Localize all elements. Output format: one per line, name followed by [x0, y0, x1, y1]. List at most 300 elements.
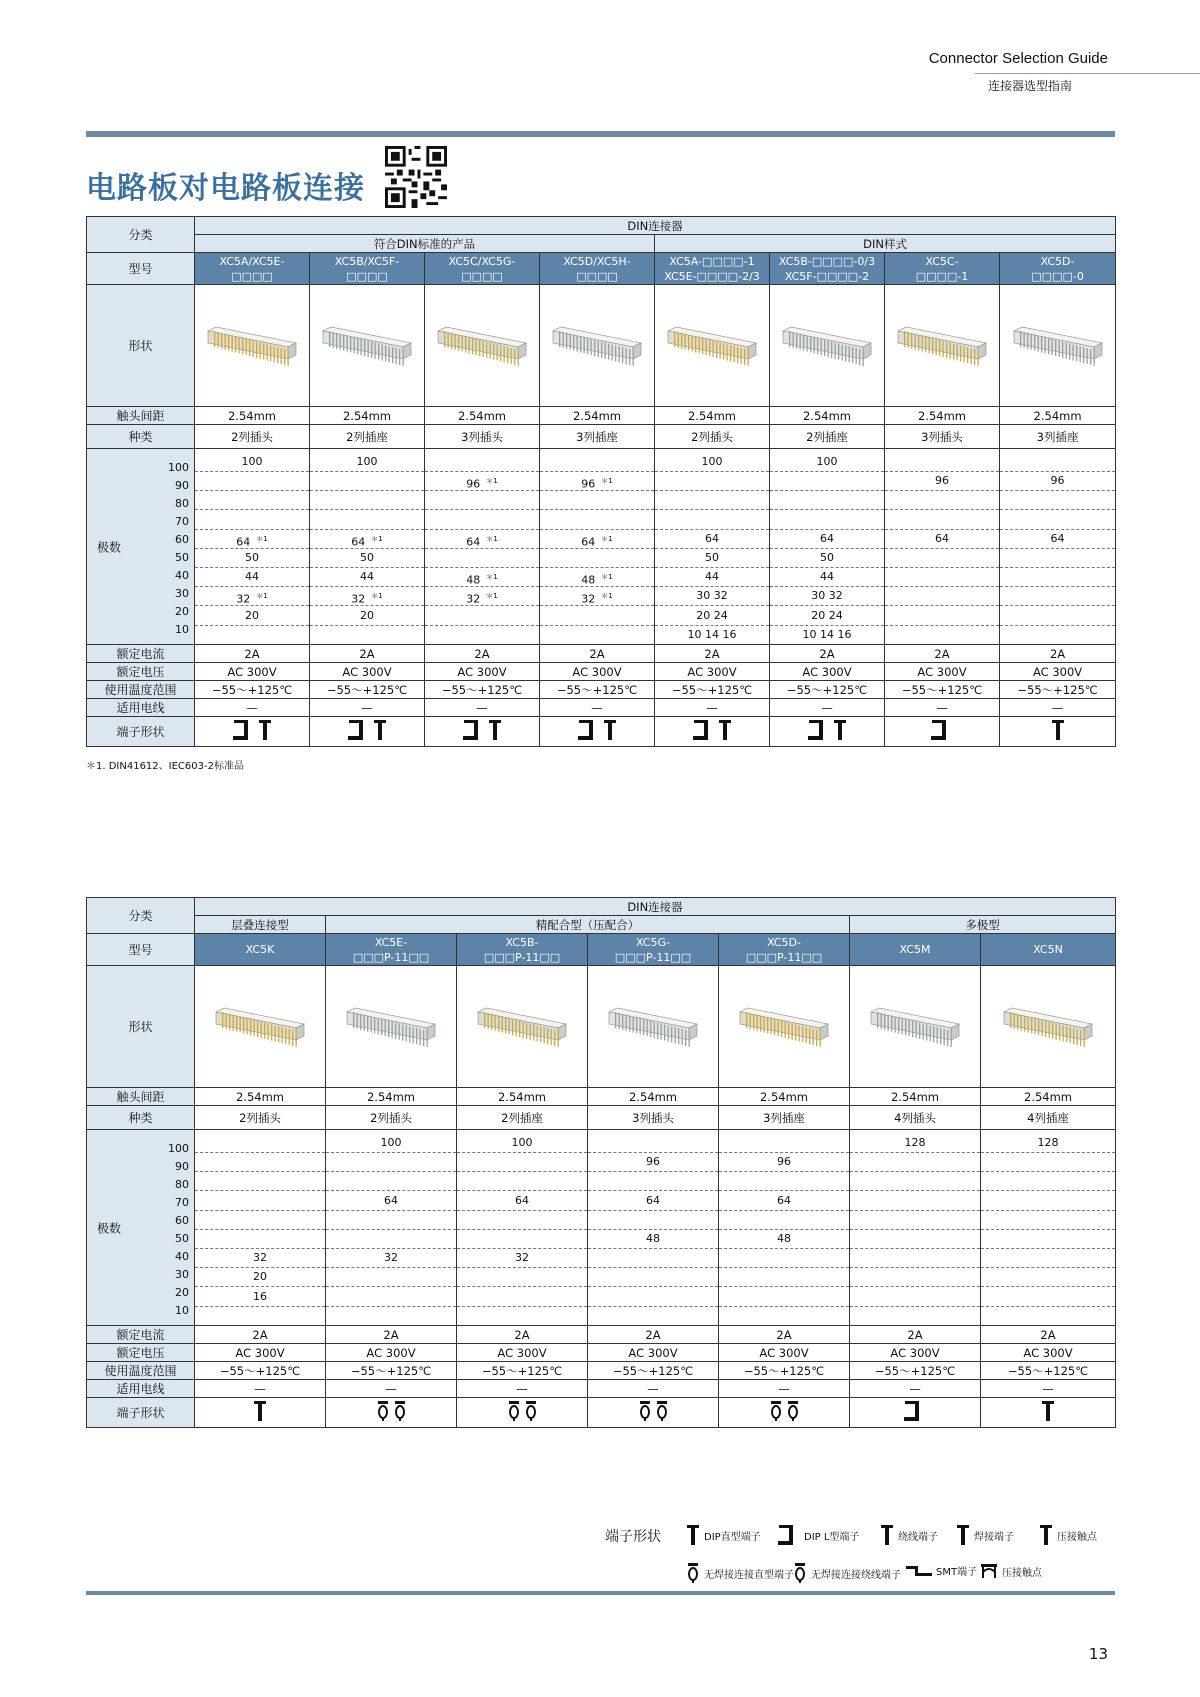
wire-value: —: [850, 1380, 981, 1398]
dip-l-terminal-icon: [931, 719, 953, 741]
model-number[interactable]: [655, 253, 770, 285]
model-number[interactable]: [540, 253, 655, 285]
pole-row: [195, 1172, 325, 1191]
legend-item: [686, 1562, 794, 1584]
pole-row: [850, 1268, 980, 1287]
footnote-marker: ＊1: [486, 592, 498, 601]
pole-value: 44: [360, 570, 374, 584]
model-line-1: XC5M: [899, 943, 931, 956]
pole-row: [719, 1288, 849, 1307]
row-label-shape: 形状: [87, 966, 195, 1088]
pole-row: [981, 1288, 1115, 1307]
pole-row: [195, 1288, 325, 1307]
pitch-value: 2.54mm: [195, 407, 310, 425]
legend-label: 无焊接连接绕线端子: [811, 1569, 901, 1581]
header-rule: [975, 73, 1200, 74]
row-label-current: 额定电流: [87, 1326, 195, 1344]
wire-value: —: [425, 699, 540, 717]
pole-row: [425, 626, 539, 644]
pole-row: [588, 1268, 718, 1287]
pole-value: 48: [777, 1232, 791, 1245]
model-line-2: □□□□: [576, 269, 618, 283]
model-line-1: XC5D/XC5H-: [563, 254, 631, 268]
pole-value: 32: [253, 1251, 267, 1265]
pole-row: [457, 1288, 587, 1307]
voltage-value: AC 300V: [981, 1344, 1116, 1362]
temp-value: −55～+125℃: [195, 681, 310, 699]
current-value: 2A: [425, 645, 540, 663]
temp-value: −55～+125℃: [1000, 681, 1116, 699]
connector-photo: [202, 309, 302, 379]
pole-value: 64: [1050, 531, 1065, 545]
pole-row: [1000, 491, 1115, 510]
pole-row: [770, 453, 884, 472]
voltage-value: AC 300V: [770, 663, 885, 681]
footnote-marker: ＊1: [601, 534, 613, 543]
pole-scale-tick: 70: [175, 515, 189, 528]
pole-scale-tick: 50: [175, 551, 189, 564]
pitch-value: 2.54mm: [885, 407, 1000, 425]
pole-scale-tick: 80: [175, 497, 189, 510]
pole-row: [326, 1249, 456, 1268]
pole-value: 44: [820, 570, 834, 584]
pole-scale-tick: 10: [175, 1304, 189, 1317]
pole-row: [195, 549, 309, 568]
model-number[interactable]: [195, 934, 326, 966]
pole-row: [1000, 626, 1115, 644]
pitch-value: 2.54mm: [326, 1088, 457, 1106]
voltage-value: AC 300V: [655, 663, 770, 681]
press-fit-terminal-icon: [507, 1400, 521, 1422]
guide-title-cn: 连接器选型指南: [988, 79, 1073, 93]
pole-scale-tick: 60: [175, 533, 189, 546]
pole-row: [195, 1307, 325, 1325]
pole-row: [770, 491, 884, 510]
pole-count-cell: [195, 1130, 326, 1326]
model-number[interactable]: [195, 253, 310, 285]
temp-value: −55～+125℃: [457, 1362, 588, 1380]
pole-value: 50: [820, 551, 834, 564]
dip-l-terminal-icon: [778, 1524, 800, 1546]
dip-straight-terminal-icon: [686, 1524, 700, 1546]
pole-row: [850, 1153, 980, 1172]
pole-row: [655, 587, 769, 606]
current-value: 2A: [588, 1326, 719, 1344]
pitch-value: 2.54mm: [981, 1088, 1116, 1106]
pole-row: [655, 491, 769, 510]
pole-value: 20: [360, 608, 374, 622]
pole-row: [850, 1134, 980, 1153]
pole-row: [195, 587, 309, 606]
model-number[interactable]: [326, 934, 457, 966]
pole-value: 128: [904, 1136, 926, 1149]
pole-row: [981, 1172, 1115, 1191]
dip-straight-terminal-icon: [1041, 1400, 1055, 1422]
pole-row: [981, 1249, 1115, 1268]
temp-value: −55～+125℃: [326, 1362, 457, 1380]
pole-value: 32: [351, 593, 366, 607]
terminal-shape-cell: [457, 1398, 588, 1428]
pole-row: [425, 453, 539, 472]
footnote-marker: ＊1: [256, 534, 268, 543]
pole-row: [719, 1192, 849, 1211]
current-value: 2A: [1000, 645, 1116, 663]
pole-row: [885, 472, 999, 491]
pole-value: 100: [380, 1136, 402, 1149]
row-label-pitch: 触头间距: [87, 407, 195, 425]
guide-title-en: Connector Selection Guide: [928, 50, 1108, 67]
pole-value: 48: [646, 1232, 660, 1245]
model-line-1: XC5G-: [636, 935, 670, 949]
wire-value: —: [457, 1380, 588, 1398]
model-number[interactable]: [770, 253, 885, 285]
connector-image-cell: [588, 966, 719, 1088]
pole-row: [885, 568, 999, 587]
voltage-value: AC 300V: [540, 663, 655, 681]
connector-photo: [662, 309, 762, 379]
connector-photo: [892, 309, 992, 379]
voltage-value: AC 300V: [885, 663, 1000, 681]
model-number[interactable]: [310, 253, 425, 285]
pole-count-cell: [457, 1130, 588, 1326]
model-line-2: □□□□-0: [1031, 269, 1084, 283]
pole-value: 100: [701, 455, 723, 468]
model-line-2: XC5F-□□□□-2: [784, 269, 870, 283]
pole-value: 64: [935, 531, 949, 545]
voltage-value: AC 300V: [195, 663, 310, 681]
pole-row: [655, 530, 769, 549]
temp-value: −55～+125℃: [195, 1362, 326, 1380]
footnote-marker: ＊1: [486, 534, 498, 543]
model-line-2: □□□□-1: [915, 269, 969, 283]
wire-value: —: [326, 1380, 457, 1398]
pole-value: 96: [777, 1155, 791, 1169]
press-fit-terminal-icon: [769, 1400, 783, 1422]
pole-value: 10 14 16: [802, 627, 852, 641]
wire-value: —: [195, 1380, 326, 1398]
model-line-2: □□□□: [461, 269, 503, 283]
connector-photo: [1008, 309, 1108, 379]
pole-scale-tick: 100: [168, 1142, 189, 1155]
pole-row: [425, 549, 539, 568]
pole-row: [885, 530, 999, 549]
pole-row: [540, 491, 654, 510]
pole-row: [457, 1192, 587, 1211]
solder-terminal-icon: [956, 1524, 970, 1546]
voltage-value: AC 300V: [326, 1344, 457, 1362]
pole-scale-tick: 30: [175, 587, 189, 600]
legend-item: [1039, 1524, 1097, 1546]
dip-straight-terminal-icon: [253, 1400, 267, 1422]
pole-scale-tick: 100: [168, 461, 189, 474]
pole-row: [655, 626, 769, 644]
terminal-shape-cell: [770, 717, 885, 747]
pole-row: [326, 1172, 456, 1191]
pole-row: [719, 1172, 849, 1191]
wire-value: —: [885, 699, 1000, 717]
pole-row: [310, 587, 424, 606]
model-number[interactable]: [981, 934, 1116, 966]
top-divider-bar: [86, 131, 1115, 137]
category-din-standard: 符合DIN标准的产品: [195, 235, 655, 253]
pole-row: [981, 1134, 1115, 1153]
solderless-straight-terminal-icon: [686, 1562, 700, 1584]
pole-row: [310, 491, 424, 510]
connector-photo: [341, 990, 441, 1060]
page-number: 13: [1088, 1645, 1108, 1663]
pole-row: [457, 1134, 587, 1153]
model-line-2: □□□□: [346, 269, 388, 283]
pole-row: [770, 530, 884, 549]
model-number[interactable]: [885, 253, 1000, 285]
pole-row: [655, 472, 769, 491]
pole-row: [981, 1268, 1115, 1287]
qr-code-icon[interactable]: [385, 146, 447, 208]
kind-value: 2列插头: [655, 425, 770, 449]
pole-row: [655, 511, 769, 530]
pole-row: [425, 587, 539, 606]
dip-l-terminal-icon: [808, 719, 830, 741]
pole-value: 64: [236, 535, 251, 549]
pole-row: [885, 626, 999, 644]
model-line-1: XC5A/XC5E-: [219, 254, 285, 268]
press-fit-terminal-icon: [393, 1400, 407, 1422]
pole-row: [195, 1249, 325, 1268]
pole-row: [310, 453, 424, 472]
wire-value: —: [981, 1380, 1116, 1398]
row-label-category: 分类: [87, 898, 195, 934]
model-line-1: XC5C-: [925, 254, 959, 268]
legend-label: 压接触点: [1002, 1567, 1042, 1579]
pole-row: [326, 1134, 456, 1153]
kind-value: 2列插头: [195, 1106, 326, 1130]
model-line-2: □□□P-11□□: [483, 950, 561, 964]
pole-row: [310, 607, 424, 626]
pole-value: 10 14 16: [687, 627, 737, 641]
row-label-model: 型号: [87, 253, 195, 285]
dip-l-terminal-icon: [348, 719, 370, 741]
pole-value: 20: [245, 608, 259, 622]
footnote-marker: ＊1: [601, 592, 613, 601]
pole-row: [981, 1153, 1115, 1172]
dip-l-terminal-icon: [578, 719, 600, 741]
pole-count-cell: [326, 1130, 457, 1326]
pole-value: 64: [466, 535, 481, 549]
voltage-value: AC 300V: [719, 1344, 850, 1362]
pole-row: [540, 587, 654, 606]
category-stacking: 层叠连接型: [195, 916, 326, 934]
wire-value: —: [588, 1380, 719, 1398]
connector-photo: [547, 309, 647, 379]
pole-row: [310, 568, 424, 587]
row-label-shape: 形状: [87, 285, 195, 407]
row-label-voltage: 额定电压: [87, 1344, 195, 1362]
connector-image-cell: [885, 285, 1000, 407]
terminal-shape-cell: [655, 717, 770, 747]
pole-value: 96: [466, 477, 481, 491]
pole-row: [457, 1307, 587, 1325]
pole-row: [655, 568, 769, 587]
pitch-value: 2.54mm: [457, 1088, 588, 1106]
pole-row: [425, 511, 539, 530]
pole-row: [885, 587, 999, 606]
kind-value: 2列插头: [326, 1106, 457, 1130]
row-label-poles: 极数 100 90 80 70 60 50 40 30 20 10: [87, 449, 195, 645]
pole-row: [195, 626, 309, 644]
connector-photo: [603, 990, 703, 1060]
pole-scale-tick: 80: [175, 1178, 189, 1191]
kind-value: 2列插座: [310, 425, 425, 449]
pole-row: [195, 607, 309, 626]
connector-image-cell: [457, 966, 588, 1088]
model-number[interactable]: [588, 934, 719, 966]
pole-row: [195, 568, 309, 587]
row-label-wire: 适用电线: [87, 1380, 195, 1398]
model-line-1: XC5B-: [505, 935, 539, 949]
connector-photo: [777, 309, 877, 379]
wire-value: —: [655, 699, 770, 717]
legend-label: 无焊接连接直型端子: [704, 1569, 794, 1581]
terminal-shape-cell: [425, 717, 540, 747]
category-multipole: 多极型: [850, 916, 1116, 934]
pole-row: [719, 1249, 849, 1268]
connector-image-cell: [981, 966, 1116, 1088]
pole-row: [457, 1211, 587, 1230]
footnote: ＊1. DIN41612、IEC603-2标准品: [86, 761, 244, 772]
pole-scale-tick: 20: [175, 1286, 189, 1299]
kind-value: 2列插头: [195, 425, 310, 449]
pitch-value: 2.54mm: [1000, 407, 1116, 425]
pole-value: 64: [820, 531, 834, 545]
pole-row: [540, 626, 654, 644]
pole-row: [885, 453, 999, 472]
pole-row: [1000, 511, 1115, 530]
pole-value: 100: [241, 455, 263, 468]
smt-terminal-icon: [906, 1562, 932, 1578]
pole-row: [195, 530, 309, 549]
legend-item: [793, 1562, 901, 1584]
temp-value: −55～+125℃: [885, 681, 1000, 699]
legend-item: [880, 1524, 938, 1546]
model-line-2: □□□P-11□□: [745, 950, 823, 964]
legend-item: [778, 1524, 859, 1546]
pitch-value: 2.54mm: [655, 407, 770, 425]
pole-row: [885, 549, 999, 568]
pole-value: 44: [245, 570, 259, 584]
model-number[interactable]: [425, 253, 540, 285]
pole-value: 100: [511, 1136, 533, 1149]
pole-row: [770, 472, 884, 491]
pole-row: [425, 491, 539, 510]
model-number[interactable]: [850, 934, 981, 966]
pole-value: 96: [1050, 474, 1065, 488]
pole-count-cell: [540, 449, 655, 645]
pole-value: 32: [236, 593, 251, 607]
legend-label: 焊接端子: [974, 1531, 1014, 1543]
connector-photo: [210, 990, 310, 1060]
dip-l-terminal-icon: [233, 719, 255, 741]
legend-item: [686, 1524, 761, 1546]
category-din: DIN连接器: [195, 898, 1116, 916]
pole-row: [719, 1211, 849, 1230]
pole-row: [719, 1134, 849, 1153]
pole-row: [719, 1230, 849, 1249]
kind-value: 3列插座: [719, 1106, 850, 1130]
model-number[interactable]: [457, 934, 588, 966]
pitch-value: 2.54mm: [850, 1088, 981, 1106]
connector-image-cell: [770, 285, 885, 407]
pole-value: 48: [581, 573, 596, 587]
pole-row: [326, 1230, 456, 1249]
pole-value: 50: [245, 551, 259, 564]
pole-row: [195, 453, 309, 472]
pole-row: [195, 1230, 325, 1249]
voltage-value: AC 300V: [195, 1344, 326, 1362]
pole-scale-tick: 20: [175, 605, 189, 618]
pole-count-cell: [850, 1130, 981, 1326]
solderless-wrap-terminal-icon: [793, 1562, 807, 1584]
model-number[interactable]: [1000, 253, 1116, 285]
pole-value: 64: [777, 1193, 791, 1207]
wire-value: —: [195, 699, 310, 717]
terminal-shape-cell: [588, 1398, 719, 1428]
connector-photo: [734, 990, 834, 1060]
connector-image-cell: [310, 285, 425, 407]
press-fit-terminal-icon: [655, 1400, 669, 1422]
pole-count-cell: [195, 449, 310, 645]
connector-photo: [317, 309, 417, 379]
temp-value: −55～+125℃: [310, 681, 425, 699]
pole-value: 20: [253, 1270, 267, 1284]
legend-label: DIP L型端子: [804, 1531, 860, 1543]
crimp-contact-icon: [1039, 1524, 1053, 1546]
pole-row: [1000, 453, 1115, 472]
row-label-terminal: 端子形状: [87, 1398, 195, 1428]
pole-value: 64: [515, 1193, 529, 1207]
temp-value: −55～+125℃: [540, 681, 655, 699]
kind-value: 4列插头: [850, 1106, 981, 1130]
model-number[interactable]: [719, 934, 850, 966]
pole-row: [850, 1288, 980, 1307]
connector-spec-table-2: [86, 897, 1116, 1428]
kind-value: 2列插座: [457, 1106, 588, 1130]
terminal-shape-cell: [540, 717, 655, 747]
dip-straight-terminal-icon: [1051, 719, 1065, 741]
pole-row: [326, 1268, 456, 1287]
pole-value: 32: [466, 593, 481, 607]
pole-row: [655, 453, 769, 472]
pole-row: [310, 511, 424, 530]
pole-row: [850, 1230, 980, 1249]
pole-value: 48: [466, 573, 481, 587]
pole-count-cell: [310, 449, 425, 645]
model-line-2: □□□P-11□□: [352, 950, 430, 964]
crimp-contact-icon: [980, 1562, 998, 1580]
temp-value: −55～+125℃: [425, 681, 540, 699]
pole-scale-tick: 30: [175, 1268, 189, 1281]
legend-label: DIP直型端子: [704, 1531, 761, 1543]
legend-title: 端子形状: [605, 1529, 661, 1545]
legend-label: 压接触点: [1057, 1531, 1097, 1543]
footnote-marker: ＊1: [486, 477, 498, 486]
pole-row: [540, 568, 654, 587]
wire-value: —: [540, 699, 655, 717]
pole-value: 128: [1037, 1136, 1059, 1149]
pole-value: 64: [384, 1193, 398, 1207]
pole-value: 96: [646, 1155, 660, 1169]
legend-item: [980, 1562, 1042, 1580]
connector-photo: [432, 309, 532, 379]
